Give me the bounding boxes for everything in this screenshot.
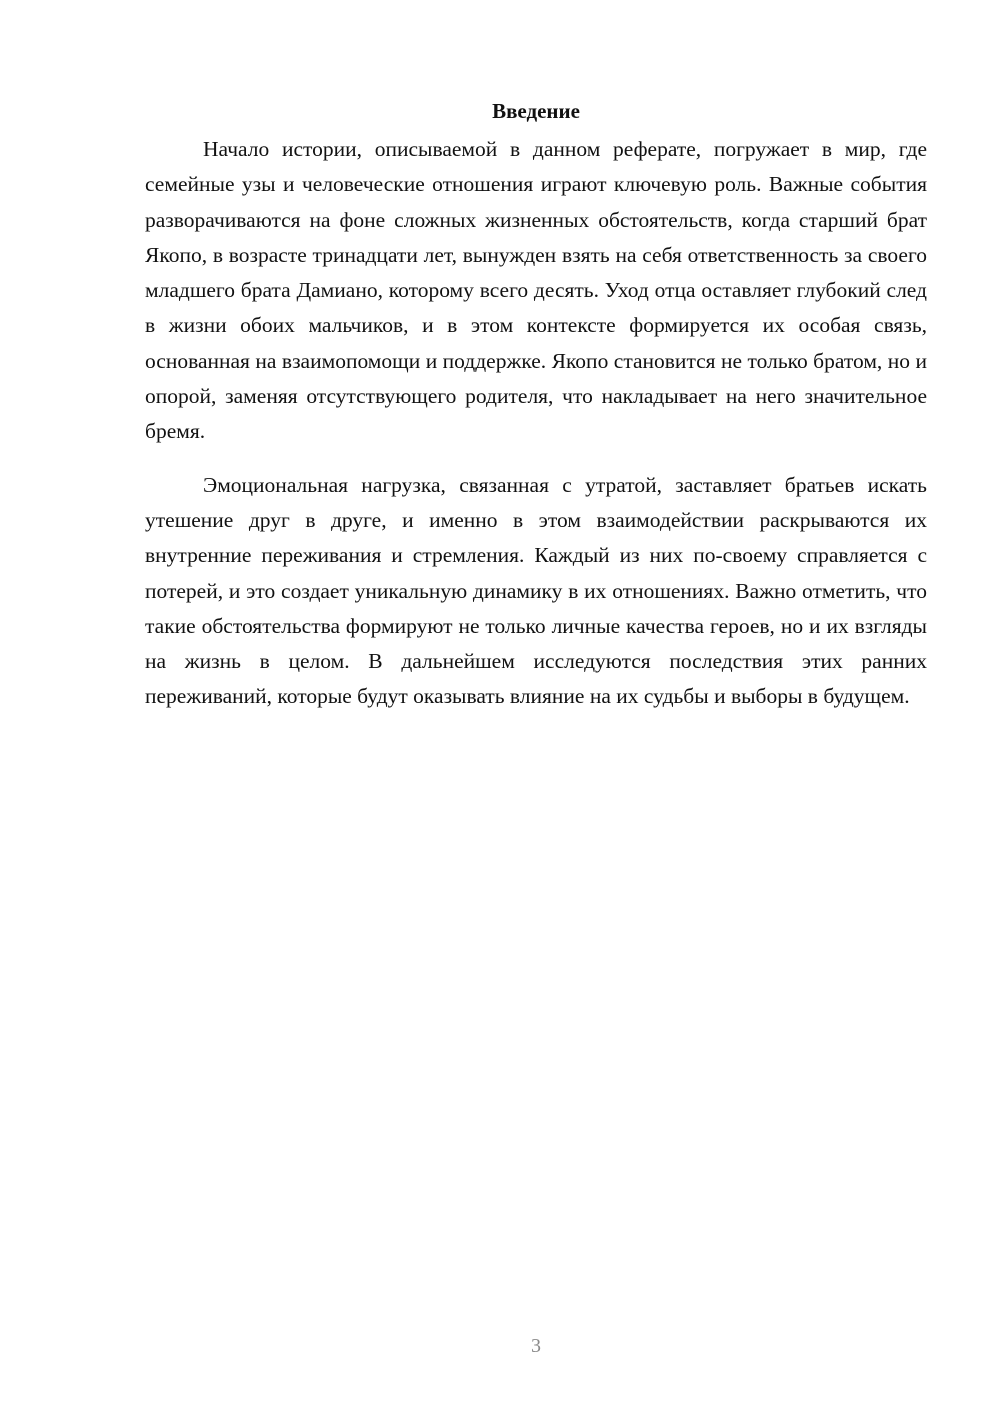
page-content	[145, 96, 927, 715]
paragraph-2: Эмоциональная нагрузка, связанная с утратой, заставляет братьев искать утешение друг в друге, и именно в этом взаимодействии раскрываются их внутренние переживания и стремления. Каждый из них по-своему справляется с потерей, и это создает уникальную динамику в их отношениях. Важно отметить, что такие обстоятельства формируют не только личные качества героев, но и их взгляды на жизнь в целом. В дальнейшем исследуются последствия этих ранних переживаний, которые будут оказывать влияние на их судьбы и выборы в будущем.	[145, 472, 927, 709]
page-number: 3	[531, 1335, 541, 1357]
section-title: Введение	[492, 99, 580, 123]
paragraph-1: Начало истории, описываемой в данном реферате, погружает в мир, где семейные узы и человеческие отношения играют ключевую роль. Важные события разворачиваются на фоне сложных жизненных обстоятельств, когда старший брат Якопо, в возрасте тринадцати лет, вынужден взять на себя ответственность за своего младшего брата Дамиано, которому всего десять. Уход отца оставляет глубокий след в жизни обоих мальчиков, и в этом контексте формируется их особая связь, основанная на взаимопомощи и поддержке. Якопо становится не только братом, но и опорой, заменяя отсутствующего родителя, что накладывает на него значительное бремя.	[145, 137, 927, 444]
